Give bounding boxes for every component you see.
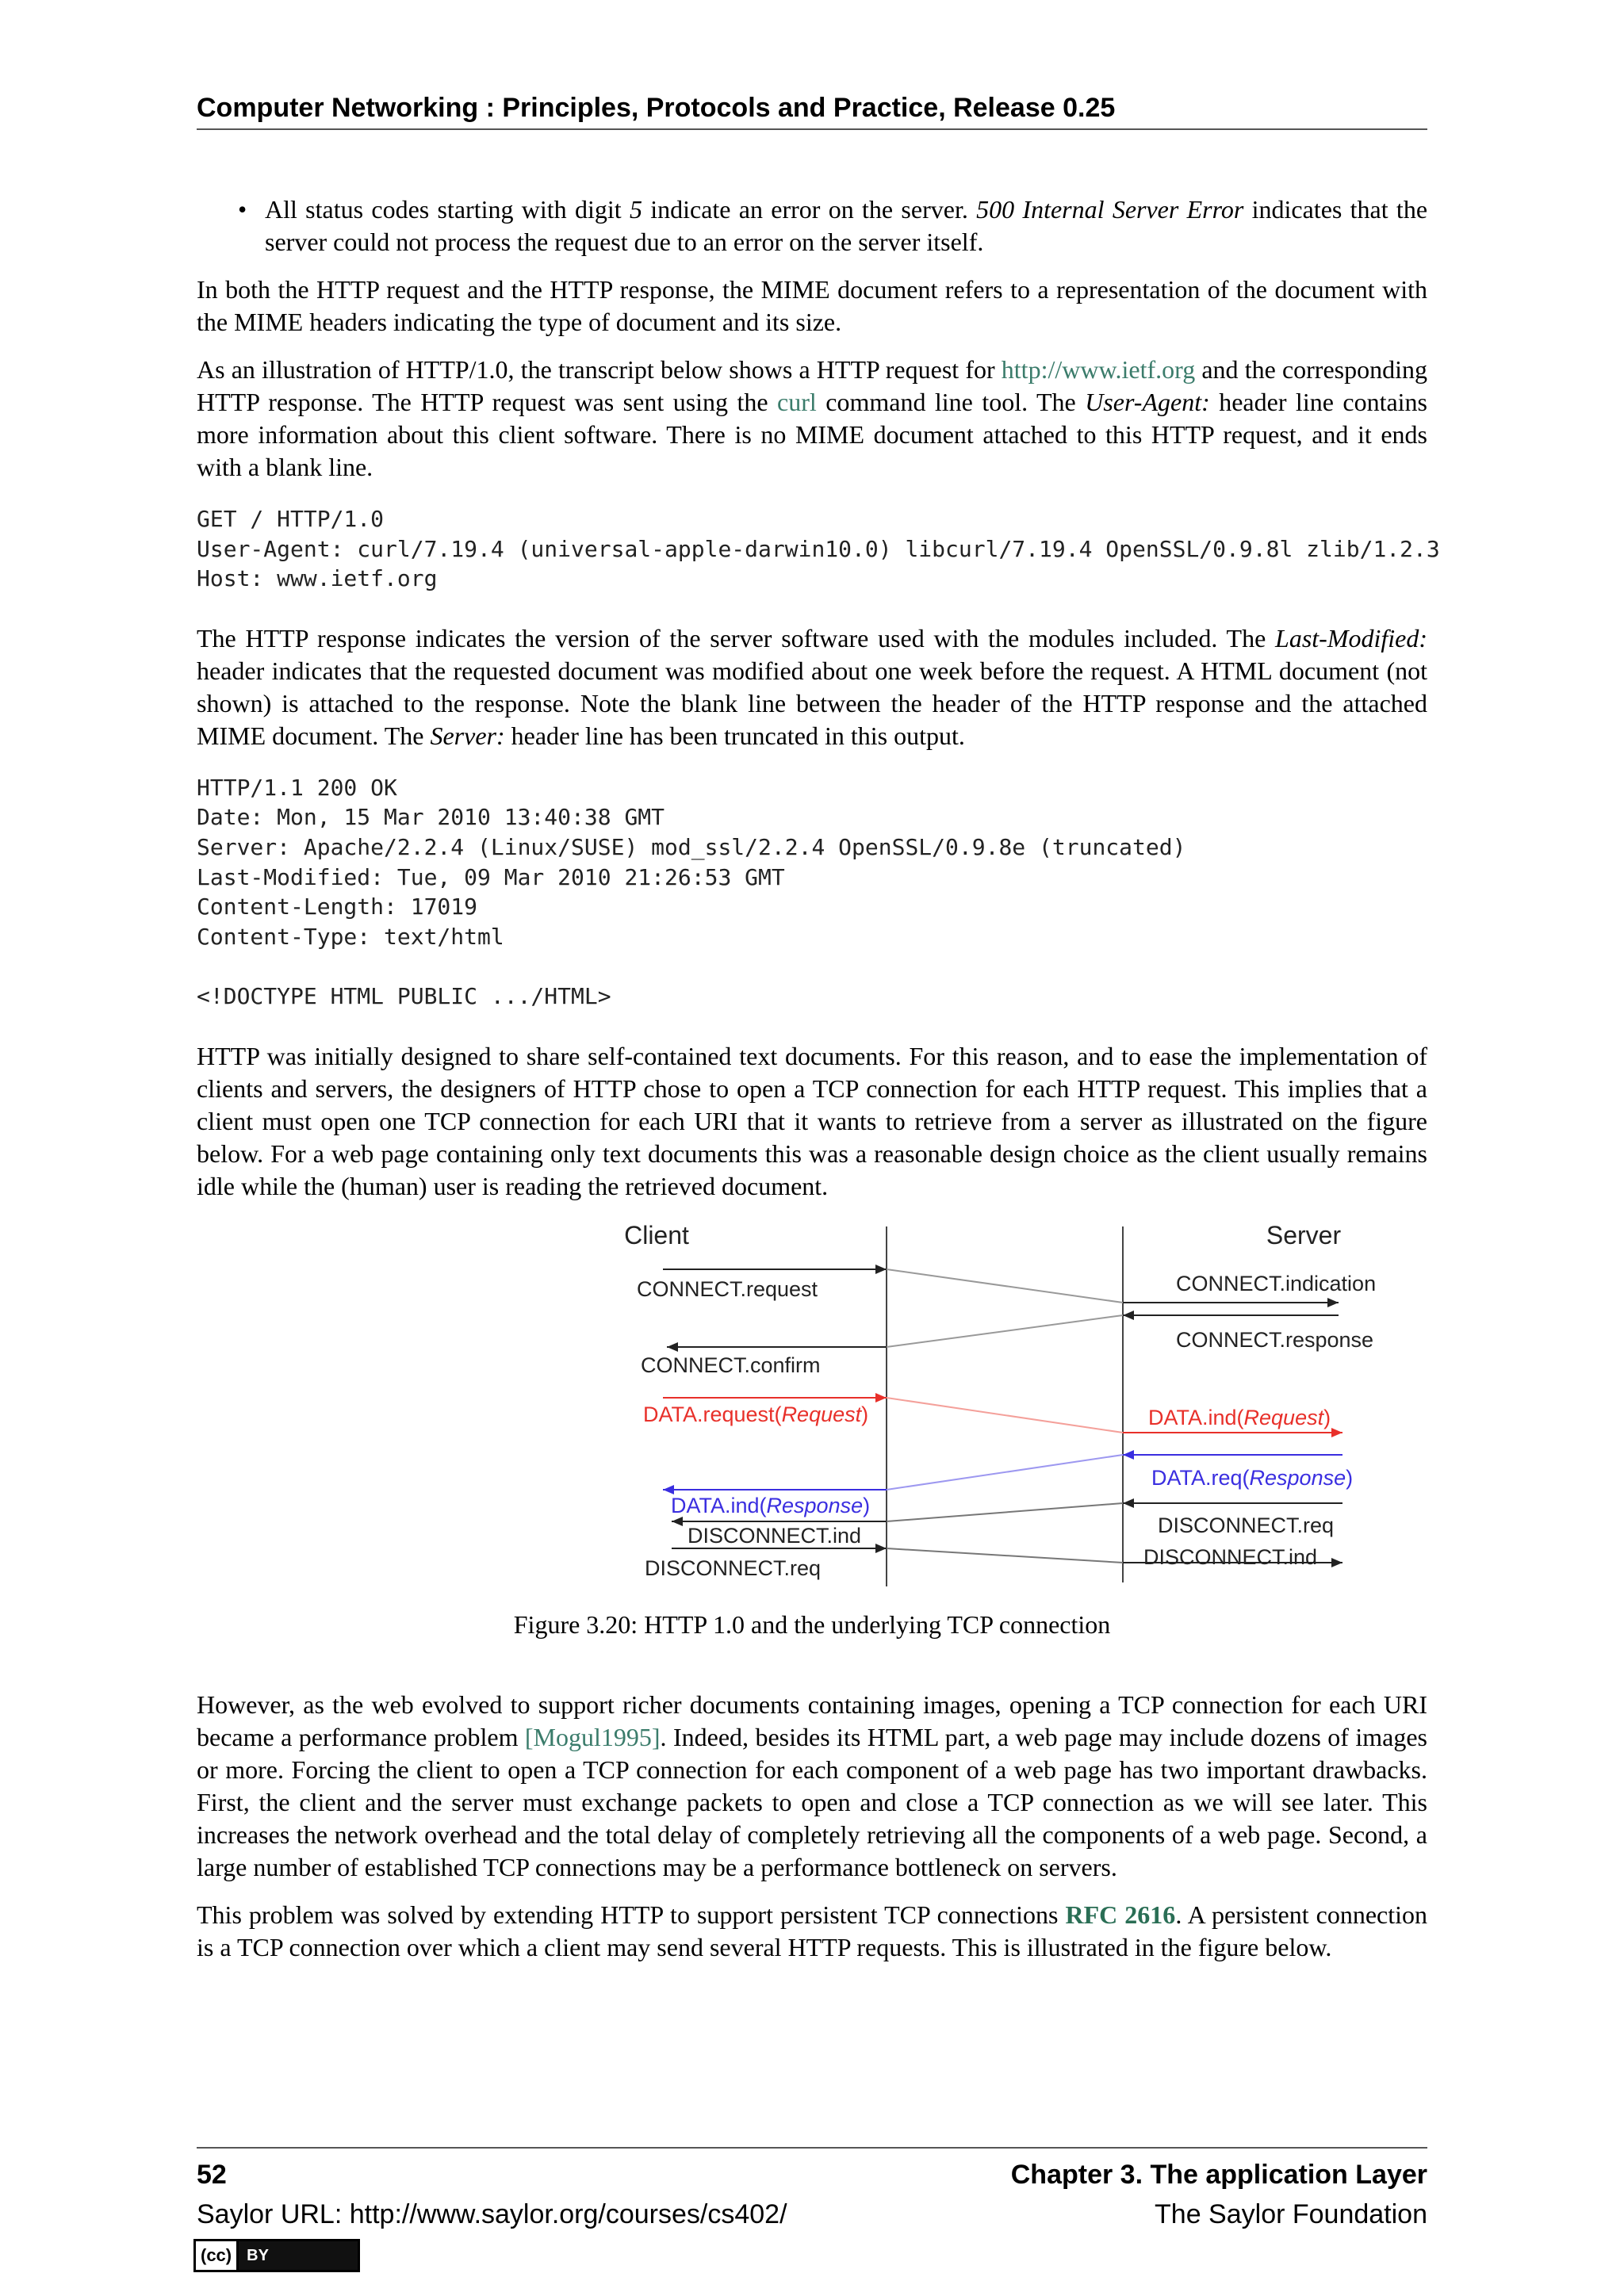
rfc-2616-link[interactable]: RFC 2616 <box>1065 1900 1176 1929</box>
label-connect-request: CONNECT.request <box>637 1276 818 1301</box>
label-disconnect-ind-server: DISCONNECT.ind <box>1143 1544 1318 1569</box>
running-head: Computer Networking : Principles, Protocols and Practice, Release 0.25 <box>197 89 1427 130</box>
cc-by-license-icon: (cc) BY <box>193 2239 360 2272</box>
paragraph-persistent: This problem was solved by extending HTTP to support persistent TCP connections RFC 2616. A persistent connection is a TCP connection over which a client may send several HTTP requests. This is illustrated in the figure below. <box>197 1900 1428 1961</box>
bullet-item-5xx: • All status codes starting with digit 5 indicate an error on the server. 500 Internal Server Error indicates that the server could not process the request due to an error on the server itself. <box>238 195 1428 256</box>
sequence-diagram <box>419 1220 1377 1594</box>
figure-http10-tcp <box>197 1222 1427 1641</box>
label-connect-response: CONNECT.response <box>1176 1327 1374 1352</box>
status-500: 500 Internal Server Error <box>976 195 1244 224</box>
http-request-listing: GET / HTTP/1.0 User-Agent: curl/7.19.4 (universal-apple-darwin10.0) libcurl/7.19.4 OpenSSL/0.9.8l zlib/1.2.3 Host: www.ietf.org <box>197 506 1440 592</box>
label-data-req-server: DATA.req(Response) <box>1151 1465 1354 1490</box>
http-response-listing: HTTP/1.1 200 OK Date: Mon, 15 Mar 2010 13:40:38 GMT Server: Apache/2.2.4 (Linux/SUSE) mod_ssl/2.2.4 OpenSSL/0.9.8e (truncated) Last-Modified: Tue, 09 Mar 2010 21:26:53 GMT Content-Length: 17019 Content-Type: text/html <!DOCTYPE HTML PUBLIC .../HTML> <box>197 774 1186 1009</box>
label-disconnect-req-server: DISCONNECT.req <box>1158 1513 1335 1537</box>
curl-link[interactable]: curl <box>777 388 817 416</box>
chapter-title: Chapter 3. The application Layer <box>1010 2160 1427 2190</box>
paragraph-mime: In both the HTTP request and the HTTP response, the MIME document refers to a representation of the document with the MIME headers indicating the type of document and its size. <box>197 275 1427 336</box>
segment-fin-server <box>887 1503 1123 1521</box>
figure-caption: Figure 3.20: HTTP 1.0 and the underlying TCP connection <box>513 1609 1111 1639</box>
ietf-link[interactable]: http://www.ietf.org <box>1001 355 1196 384</box>
label-connect-indication: CONNECT.indication <box>1176 1271 1377 1295</box>
label-disconnect-ind-client: DISCONNECT.ind <box>688 1523 862 1548</box>
label-connect-confirm: CONNECT.confirm <box>641 1353 821 1377</box>
page-number: 52 <box>197 2160 227 2190</box>
segment-response <box>887 1455 1123 1490</box>
server-label: Server <box>1266 1220 1342 1249</box>
paragraph-illustration: As an illustration of HTTP/1.0, the transcript below shows a HTTP request for http://www.ietf.org and the corresponding HTTP response. The HTTP request was sent using the curl command line tool. The User-Agent: header line contains more information about this client software. There is no MIME document attached to this HTTP request, and it ends with a blank line. <box>197 355 1428 481</box>
page-footer <box>197 2147 1427 2234</box>
paragraph-http-design: HTTP was initially designed to share self-contained text documents. For this reason, and to ease the implementation of clients and servers, the designers of HTTP chose to open a TCP connection for each HTTP request. This implies that a client must open one TCP connection for each URI that it wants to retrieve from a server as illustrated on the figure below. For a web page containing only text documents this was a reasonable design choice as the client usually remains idle while the (human) user is reading the retrieved document. <box>197 1041 1427 1200</box>
citation-mogul1995[interactable]: [Mogul1995] <box>524 1722 661 1751</box>
paragraph-response: The HTTP response indicates the version of the server software used with the modules included. The Last-Modified: header indicates that the requested document was modified about one week before the request. A HTML document (not shown) is attached to the response. Note the blank line between the header of the HTTP response and the attached MIME document. The Server: header line has been truncated in this output. <box>197 623 1427 750</box>
saylor-foundation: The Saylor Foundation <box>1155 2199 1427 2229</box>
label-disconnect-req-client: DISCONNECT.req <box>645 1556 822 1580</box>
label-data-ind-client: DATA.ind(Response) <box>671 1493 871 1517</box>
label-data-request: DATA.request(Request) <box>643 1402 869 1426</box>
client-label: Client <box>624 1220 689 1249</box>
saylor-url: Saylor URL: http://www.saylor.org/courses/cs402/ <box>197 2199 787 2229</box>
digit-five: 5 <box>629 195 642 224</box>
bullet-marker: • <box>238 195 247 224</box>
page-content <box>197 193 1440 1979</box>
paragraph-performance: However, as the web evolved to support richer documents containing images, opening a TCP connection for each URI became a performance problem [Mogul1995]. Indeed, besides its HTML part, a web page may include dozens of images or more. Forcing the client to open a TCP connection for each component of a web page has two important drawbacks. First, the client and the server must exchange packets to open and close a TCP connection as we will see later. This increases the network overhead and the total delay of completely retrieving all the components of a web page. Second, a large number of established TCP connections may be a performance bottleneck on servers. <box>197 1689 1428 1881</box>
segment-syn <box>887 1269 1123 1303</box>
segment-fin-client <box>887 1548 1123 1563</box>
label-data-ind-server: DATA.ind(Request) <box>1148 1405 1331 1429</box>
segment-syn-ack <box>887 1315 1123 1347</box>
segment-request <box>887 1398 1123 1433</box>
